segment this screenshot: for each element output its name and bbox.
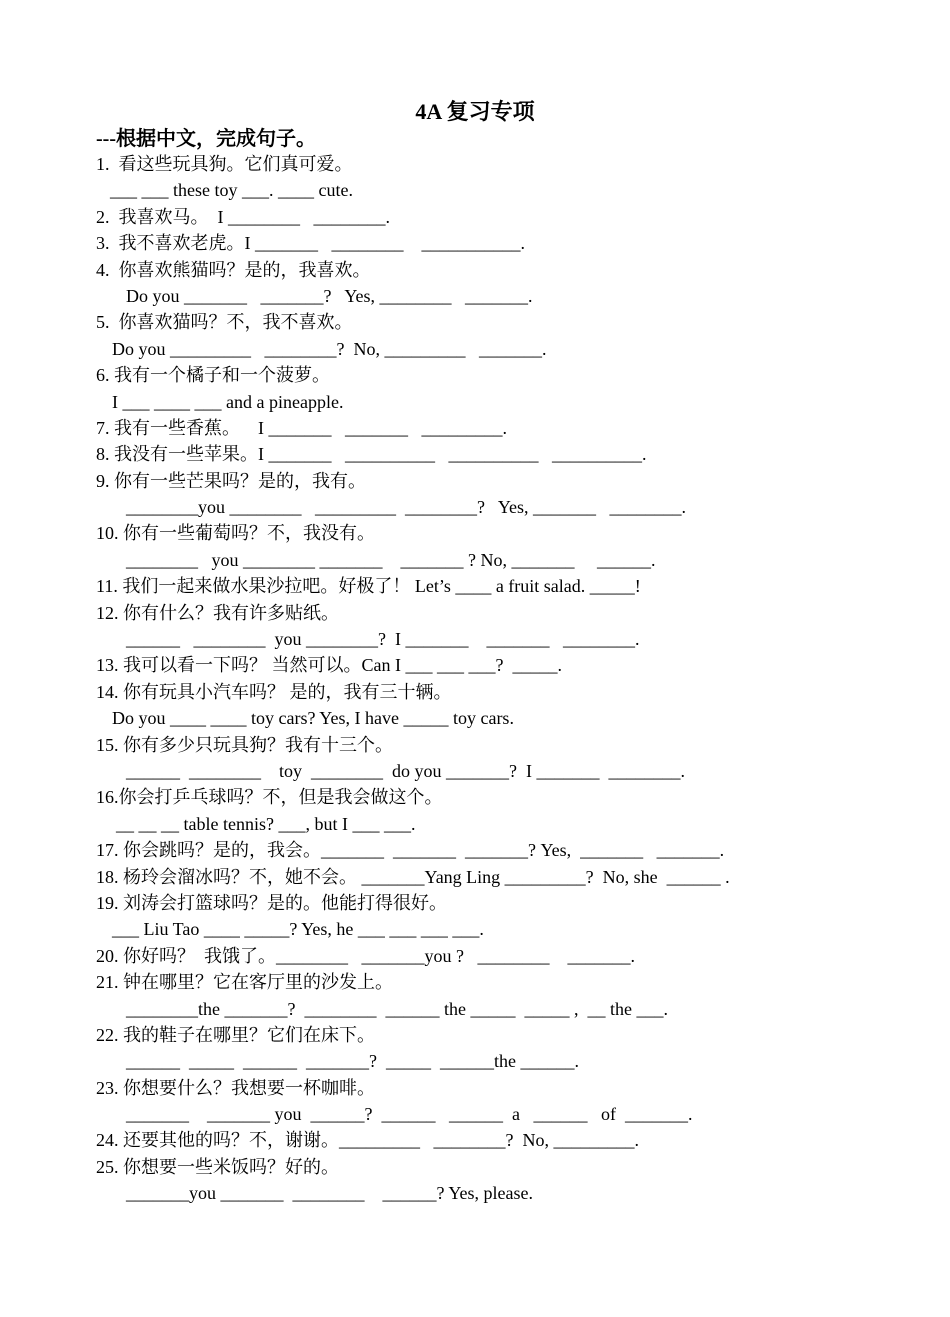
question-line: 3. 我不喜欢老虎。I _______ ________ ___________. bbox=[96, 233, 525, 254]
question-line: 6. 我有一个橘子和一个菠萝。 bbox=[96, 365, 330, 386]
question-line: 2. 我喜欢马。 I ________ ________. bbox=[96, 206, 390, 227]
exercise-list bbox=[96, 151, 926, 1207]
question-line: 8. 我没有一些苹果。I _______ __________ __________ __________. bbox=[96, 444, 647, 465]
answer-line: I ___ ____ ___ and a pineapple. bbox=[112, 391, 344, 412]
question-line: 10. 你有一些葡萄吗？不，我没有。 bbox=[96, 523, 375, 544]
question-line: 25. 你想要一些米饭吗？好的。 bbox=[96, 1156, 339, 1177]
question-line: 19. 刘涛会打篮球吗？是的。他能打得很好。 bbox=[96, 892, 447, 913]
question-line: 1. 看这些玩具狗。它们真可爱。 bbox=[96, 154, 353, 174]
answer-line: ________you ________ _________ ________? Yes, _______ ________. bbox=[126, 497, 687, 518]
question-line: 4. 你喜欢熊猫吗？是的，我喜欢。 bbox=[96, 259, 371, 280]
question-line: 11. 我们一起来做水果沙拉吧。好极了！ Let’s ____ a fruit salad. _____! bbox=[96, 576, 641, 597]
answer-line: _______you _______ ________ ______? Yes, please. bbox=[126, 1183, 533, 1204]
question-line: 21. 钟在哪里？它在客厅里的沙发上。 bbox=[96, 972, 393, 993]
question-line: 24. 还要其他的吗？不，谢谢。_________ ________? No, _________. bbox=[96, 1130, 639, 1151]
answer-line: _______ _______ you ______? ______ ______ a ______ of _______. bbox=[126, 1104, 693, 1125]
answer-line: __ __ __ table tennis? ___, but I ___ ___. bbox=[116, 813, 416, 834]
question-line: 5. 你喜欢猫吗？不，我不喜欢。 bbox=[96, 312, 353, 333]
answer-line: ______ ________ you ________? I _______ _______ ________. bbox=[126, 629, 640, 650]
answer-line: Do you _________ ________? No, _________ _______. bbox=[112, 338, 547, 359]
question-line: 14. 你有玩具小汽车吗？ 是的，我有三十辆。 bbox=[96, 681, 452, 702]
question-line: 13. 我可以看一下吗？ 当然可以。Can I ___ ___ ___? _____. bbox=[96, 655, 562, 676]
answer-line: ________the _______? ________ ______ the _____ _____ , __ the ___. bbox=[126, 998, 668, 1019]
question-line: 18. 杨玲会溜冰吗？不，她不会。 _______Yang Ling _________? No, she ______ . bbox=[96, 866, 730, 887]
answer-line: Do you ____ ____ toy cars? Yes, I have _____ toy cars. bbox=[112, 708, 514, 729]
question-line: 7. 我有一些香蕉。 I _______ _______ _________. bbox=[96, 417, 507, 438]
answer-line: ________ you ________ _______ _______ ? No, _______ ______. bbox=[126, 549, 656, 570]
page-title: 4A 复习专项 bbox=[415, 99, 535, 124]
question-line: 22. 我的鞋子在哪里？它们在床下。 bbox=[96, 1024, 375, 1045]
answer-line: Do you _______ _______? Yes, ________ _______. bbox=[126, 285, 533, 306]
question-line: 12. 你有什么？我有许多贴纸。 bbox=[96, 602, 339, 623]
question-line: 16.你会打乒乓球吗？不，但是我会做这个。 bbox=[96, 787, 443, 808]
question-line: 20. 你好吗？ 我饿了。________ _______you ? ________ _______. bbox=[96, 945, 635, 966]
question-line: 15. 你有多少只玩具狗？我有十三个。 bbox=[96, 734, 393, 755]
answer-line: ___ ___ these toy ___. ____ cute. bbox=[110, 180, 353, 201]
answer-line: ______ _____ ______ _______? _____ ______the ______. bbox=[126, 1051, 579, 1072]
answer-line: ______ ________ toy ________ do you _______? I _______ ________. bbox=[126, 760, 685, 781]
answer-line: ___ Liu Tao ____ _____? Yes, he ___ ___ ___ ___. bbox=[112, 919, 484, 940]
section-heading: ---根据中文，完成句子。 bbox=[96, 128, 316, 150]
question-line: 9. 你有一些芒果吗？是的，我有。 bbox=[96, 470, 366, 491]
question-line: 17. 你会跳吗？是的，我会。_______ _______ _______? Yes, _______ _______. bbox=[96, 840, 725, 861]
question-line: 23. 你想要什么？我想要一杯咖啡。 bbox=[96, 1077, 375, 1098]
